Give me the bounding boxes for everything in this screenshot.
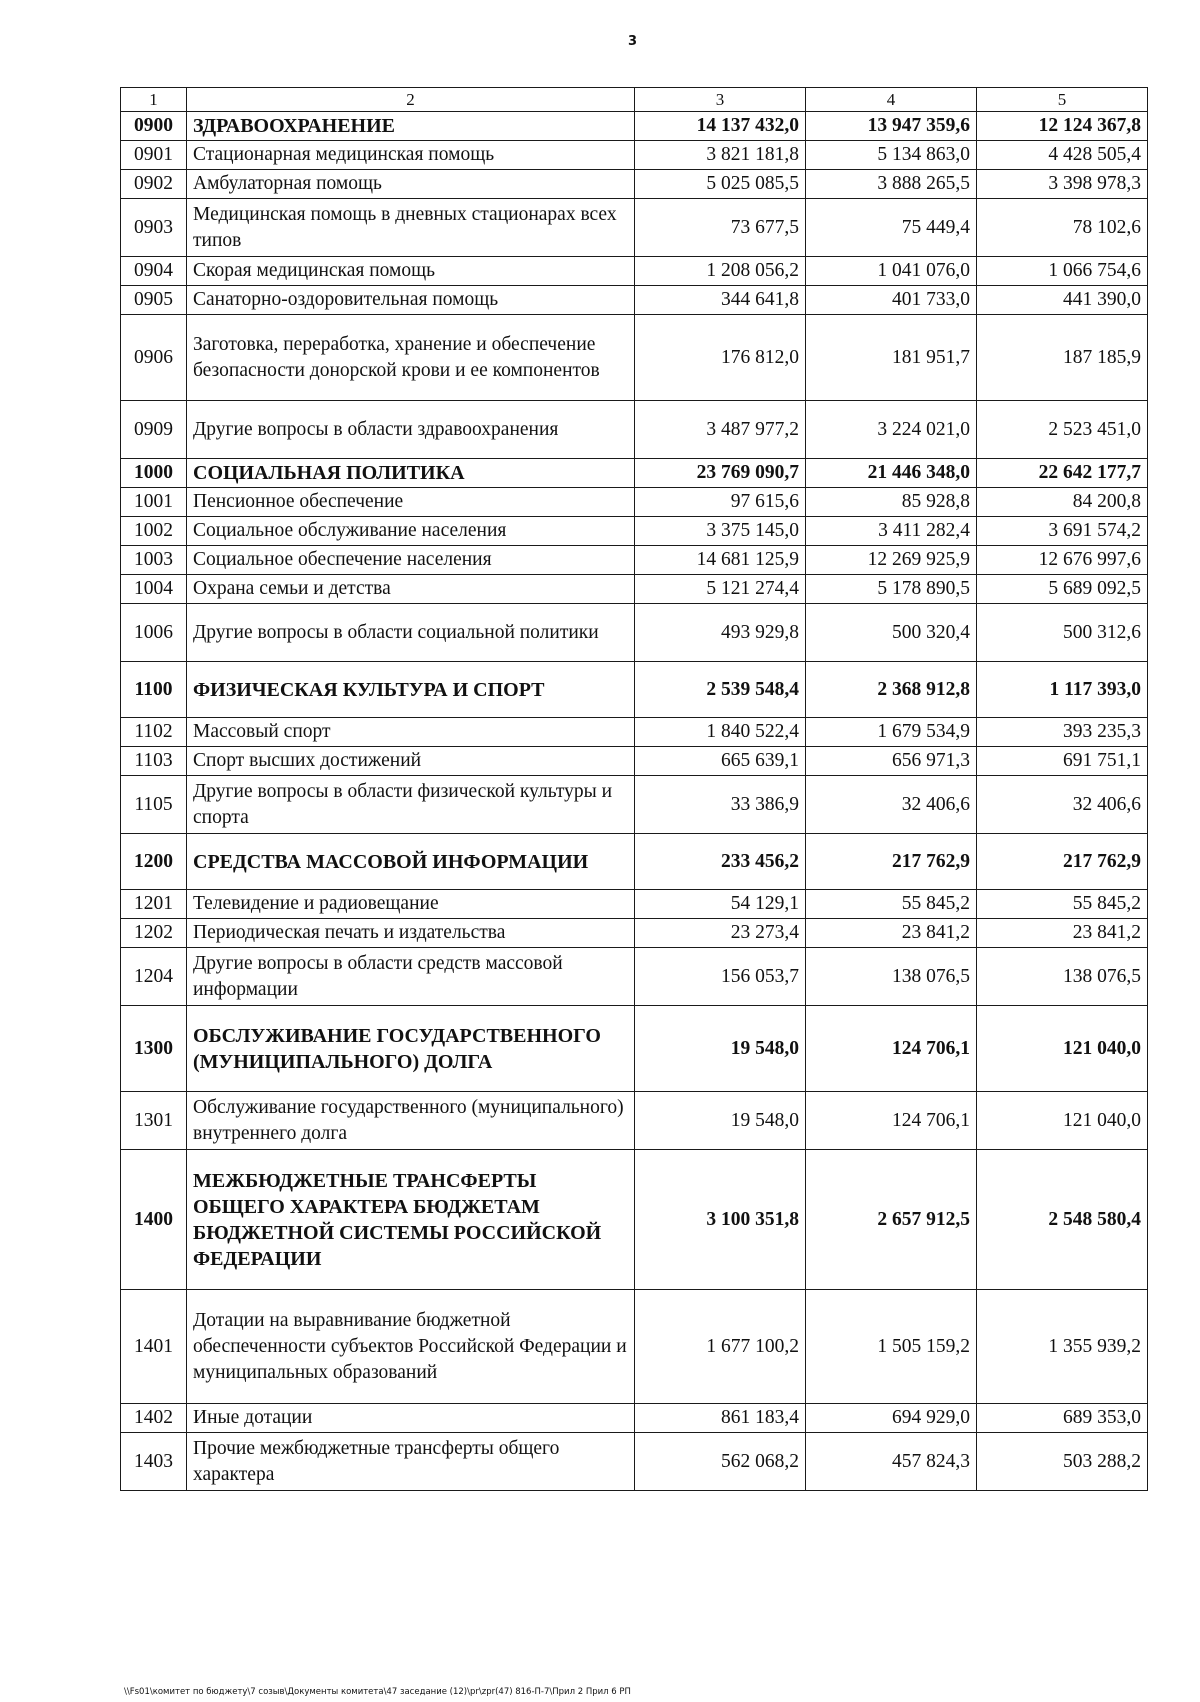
row-value-col4: 1 505 159,2 <box>806 1290 977 1404</box>
row-value-col5: 84 200,8 <box>977 488 1148 517</box>
table-row <box>121 575 1148 604</box>
row-value-col4: 75 449,4 <box>806 199 977 257</box>
footer-file-path: \\Fs01\комитет по бюджету\7 созыв\Документы комитета\47 заседание (12)\pr\zpr(47) 816-П-7\Прил 2 Прил 6 РП <box>124 1687 631 1697</box>
row-value-col3: 1 208 056,2 <box>635 257 806 286</box>
row-value-col4: 23 841,2 <box>806 919 977 948</box>
row-value-col4: 457 824,3 <box>806 1433 977 1491</box>
row-value-col5: 32 406,6 <box>977 776 1148 834</box>
row-code: 1204 <box>121 948 187 1006</box>
row-value-col5: 12 676 997,6 <box>977 546 1148 575</box>
row-value-col4: 21 446 348,0 <box>806 459 977 488</box>
row-name: Спорт высших достижений <box>187 747 635 776</box>
row-value-col4: 217 762,9 <box>806 834 977 890</box>
row-value-col5: 2 523 451,0 <box>977 401 1148 459</box>
row-code: 1102 <box>121 718 187 747</box>
table-row <box>121 604 1148 662</box>
table-row <box>121 1092 1148 1150</box>
table-row <box>121 517 1148 546</box>
table-row <box>121 919 1148 948</box>
row-value-col5: 55 845,2 <box>977 890 1148 919</box>
row-value-col5: 393 235,3 <box>977 718 1148 747</box>
row-value-col5: 3 691 574,2 <box>977 517 1148 546</box>
row-value-col4: 2 657 912,5 <box>806 1150 977 1290</box>
row-code: 1400 <box>121 1150 187 1290</box>
row-name: Амбулаторная помощь <box>187 170 635 199</box>
row-value-col4: 138 076,5 <box>806 948 977 1006</box>
row-value-col5: 121 040,0 <box>977 1092 1148 1150</box>
table-row <box>121 1290 1148 1404</box>
row-name: Другие вопросы в области здравоохранения <box>187 401 635 459</box>
row-value-col3: 19 548,0 <box>635 1092 806 1150</box>
row-value-col5: 441 390,0 <box>977 286 1148 315</box>
row-name: Скорая медицинская помощь <box>187 257 635 286</box>
row-value-col5: 4 428 505,4 <box>977 141 1148 170</box>
row-name: Санаторно-оздоровительная помощь <box>187 286 635 315</box>
row-value-col3: 33 386,9 <box>635 776 806 834</box>
row-value-col5: 500 312,6 <box>977 604 1148 662</box>
row-value-col5: 689 353,0 <box>977 1404 1148 1433</box>
row-code: 0903 <box>121 199 187 257</box>
row-name: Массовый спорт <box>187 718 635 747</box>
header-cell-5: 5 <box>977 88 1148 112</box>
row-name: Охрана семьи и детства <box>187 575 635 604</box>
row-name: МЕЖБЮДЖЕТНЫЕ ТРАНСФЕРТЫ ОБЩЕГО ХАРАКТЕРА БЮДЖЕТАМ БЮДЖЕТНОЙ СИСТЕМЫ РОССИЙСКОЙ ФЕДЕРАЦИИ <box>187 1150 635 1290</box>
row-value-col3: 2 539 548,4 <box>635 662 806 718</box>
row-value-col4: 656 971,3 <box>806 747 977 776</box>
row-name: Социальное обеспечение населения <box>187 546 635 575</box>
row-code: 1402 <box>121 1404 187 1433</box>
row-value-col4: 401 733,0 <box>806 286 977 315</box>
row-value-col3: 3 375 145,0 <box>635 517 806 546</box>
table-row <box>121 170 1148 199</box>
row-value-col3: 233 456,2 <box>635 834 806 890</box>
row-value-col5: 12 124 367,8 <box>977 112 1148 141</box>
row-value-col4: 55 845,2 <box>806 890 977 919</box>
table-row <box>121 1404 1148 1433</box>
row-code: 1100 <box>121 662 187 718</box>
row-code: 1001 <box>121 488 187 517</box>
row-value-col5: 3 398 978,3 <box>977 170 1148 199</box>
row-value-col4: 124 706,1 <box>806 1092 977 1150</box>
row-code: 1200 <box>121 834 187 890</box>
row-value-col5: 1 355 939,2 <box>977 1290 1148 1404</box>
row-value-col4: 1 679 534,9 <box>806 718 977 747</box>
table-row <box>121 718 1148 747</box>
row-value-col3: 3 100 351,8 <box>635 1150 806 1290</box>
row-value-col3: 562 068,2 <box>635 1433 806 1491</box>
row-value-col5: 691 751,1 <box>977 747 1148 776</box>
table-row <box>121 401 1148 459</box>
row-code: 1300 <box>121 1006 187 1092</box>
row-name: Обслуживание государственного (муниципального) внутреннего долга <box>187 1092 635 1150</box>
row-value-col5: 1 117 393,0 <box>977 662 1148 718</box>
row-value-col4: 5 134 863,0 <box>806 141 977 170</box>
row-value-col3: 14 681 125,9 <box>635 546 806 575</box>
table-row <box>121 459 1148 488</box>
header-cell-4: 4 <box>806 88 977 112</box>
table-row <box>121 141 1148 170</box>
row-name: ЗДРАВООХРАНЕНИЕ <box>187 112 635 141</box>
row-value-col4: 500 320,4 <box>806 604 977 662</box>
row-code: 1401 <box>121 1290 187 1404</box>
row-code: 0900 <box>121 112 187 141</box>
row-value-col5: 187 185,9 <box>977 315 1148 401</box>
row-value-col4: 124 706,1 <box>806 1006 977 1092</box>
table-row <box>121 776 1148 834</box>
row-code: 1103 <box>121 747 187 776</box>
row-value-col3: 493 929,8 <box>635 604 806 662</box>
row-value-col3: 156 053,7 <box>635 948 806 1006</box>
row-value-col4: 5 178 890,5 <box>806 575 977 604</box>
row-code: 1003 <box>121 546 187 575</box>
row-name: ФИЗИЧЕСКАЯ КУЛЬТУРА И СПОРТ <box>187 662 635 718</box>
row-name: ОБСЛУЖИВАНИЕ ГОСУДАРСТВЕННОГО (МУНИЦИПАЛЬНОГО) ДОЛГА <box>187 1006 635 1092</box>
row-name: Другие вопросы в области средств массовой информации <box>187 948 635 1006</box>
row-value-col5: 217 762,9 <box>977 834 1148 890</box>
table-row <box>121 546 1148 575</box>
row-value-col3: 14 137 432,0 <box>635 112 806 141</box>
row-value-col3: 3 487 977,2 <box>635 401 806 459</box>
table-row <box>121 315 1148 401</box>
row-value-col3: 3 821 181,8 <box>635 141 806 170</box>
row-code: 0909 <box>121 401 187 459</box>
row-code: 0906 <box>121 315 187 401</box>
row-value-col3: 861 183,4 <box>635 1404 806 1433</box>
row-value-col4: 694 929,0 <box>806 1404 977 1433</box>
row-value-col3: 5 025 085,5 <box>635 170 806 199</box>
row-name: Периодическая печать и издательства <box>187 919 635 948</box>
table-row <box>121 1006 1148 1092</box>
header-cell-1: 1 <box>121 88 187 112</box>
row-value-col3: 176 812,0 <box>635 315 806 401</box>
row-code: 1202 <box>121 919 187 948</box>
row-name: Иные дотации <box>187 1404 635 1433</box>
row-value-col4: 3 224 021,0 <box>806 401 977 459</box>
table-row <box>121 488 1148 517</box>
row-name: Медицинская помощь в дневных стационарах всех типов <box>187 199 635 257</box>
row-value-col4: 32 406,6 <box>806 776 977 834</box>
row-value-col4: 1 041 076,0 <box>806 257 977 286</box>
row-code: 1201 <box>121 890 187 919</box>
row-value-col4: 12 269 925,9 <box>806 546 977 575</box>
row-code: 1006 <box>121 604 187 662</box>
row-code: 1105 <box>121 776 187 834</box>
table-row <box>121 662 1148 718</box>
table-row <box>121 286 1148 315</box>
row-name: Пенсионное обеспечение <box>187 488 635 517</box>
row-value-col3: 19 548,0 <box>635 1006 806 1092</box>
row-value-col3: 1 677 100,2 <box>635 1290 806 1404</box>
row-value-col5: 121 040,0 <box>977 1006 1148 1092</box>
table-row <box>121 257 1148 286</box>
row-code: 0902 <box>121 170 187 199</box>
row-name: Другие вопросы в области социальной политики <box>187 604 635 662</box>
row-name: Социальное обслуживание населения <box>187 517 635 546</box>
row-value-col3: 73 677,5 <box>635 199 806 257</box>
row-name: СРЕДСТВА МАССОВОЙ ИНФОРМАЦИИ <box>187 834 635 890</box>
row-value-col3: 5 121 274,4 <box>635 575 806 604</box>
row-code: 1403 <box>121 1433 187 1491</box>
header-cell-3: 3 <box>635 88 806 112</box>
row-value-col4: 2 368 912,8 <box>806 662 977 718</box>
row-value-col4: 13 947 359,6 <box>806 112 977 141</box>
row-value-col5: 23 841,2 <box>977 919 1148 948</box>
table-row <box>121 834 1148 890</box>
table-row <box>121 890 1148 919</box>
row-value-col4: 181 951,7 <box>806 315 977 401</box>
table-row <box>121 1150 1148 1290</box>
row-code: 0904 <box>121 257 187 286</box>
row-value-col5: 22 642 177,7 <box>977 459 1148 488</box>
table-row <box>121 747 1148 776</box>
page-number: 3 <box>627 34 638 49</box>
row-value-col4: 3 411 282,4 <box>806 517 977 546</box>
row-name: Стационарная медицинская помощь <box>187 141 635 170</box>
row-name: Дотации на выравнивание бюджетной обеспеченности субъектов Российской Федерации и муниципальных образований <box>187 1290 635 1404</box>
row-code: 1000 <box>121 459 187 488</box>
row-value-col5: 2 548 580,4 <box>977 1150 1148 1290</box>
row-value-col3: 344 641,8 <box>635 286 806 315</box>
row-value-col4: 85 928,8 <box>806 488 977 517</box>
row-value-col3: 23 273,4 <box>635 919 806 948</box>
row-name: Телевидение и радиовещание <box>187 890 635 919</box>
row-value-col5: 1 066 754,6 <box>977 257 1148 286</box>
row-value-col4: 3 888 265,5 <box>806 170 977 199</box>
row-value-col3: 23 769 090,7 <box>635 459 806 488</box>
row-code: 1004 <box>121 575 187 604</box>
row-value-col3: 97 615,6 <box>635 488 806 517</box>
row-name: Прочие межбюджетные трансферты общего характера <box>187 1433 635 1491</box>
row-value-col3: 1 840 522,4 <box>635 718 806 747</box>
row-value-col5: 5 689 092,5 <box>977 575 1148 604</box>
row-name: СОЦИАЛЬНАЯ ПОЛИТИКА <box>187 459 635 488</box>
row-name: Заготовка, переработка, хранение и обеспечение безопасности донорской крови и ее компонентов <box>187 315 635 401</box>
table-row <box>121 1433 1148 1491</box>
row-value-col3: 54 129,1 <box>635 890 806 919</box>
budget-table <box>120 87 1148 1491</box>
table-row <box>121 948 1148 1006</box>
row-name: Другие вопросы в области физической культуры и спорта <box>187 776 635 834</box>
row-code: 1301 <box>121 1092 187 1150</box>
row-code: 0901 <box>121 141 187 170</box>
row-value-col3: 665 639,1 <box>635 747 806 776</box>
table-header-row <box>121 88 1148 112</box>
row-value-col5: 78 102,6 <box>977 199 1148 257</box>
row-value-col5: 138 076,5 <box>977 948 1148 1006</box>
row-value-col5: 503 288,2 <box>977 1433 1148 1491</box>
row-code: 1002 <box>121 517 187 546</box>
table-row <box>121 112 1148 141</box>
table-row <box>121 199 1148 257</box>
row-code: 0905 <box>121 286 187 315</box>
header-cell-2: 2 <box>187 88 635 112</box>
